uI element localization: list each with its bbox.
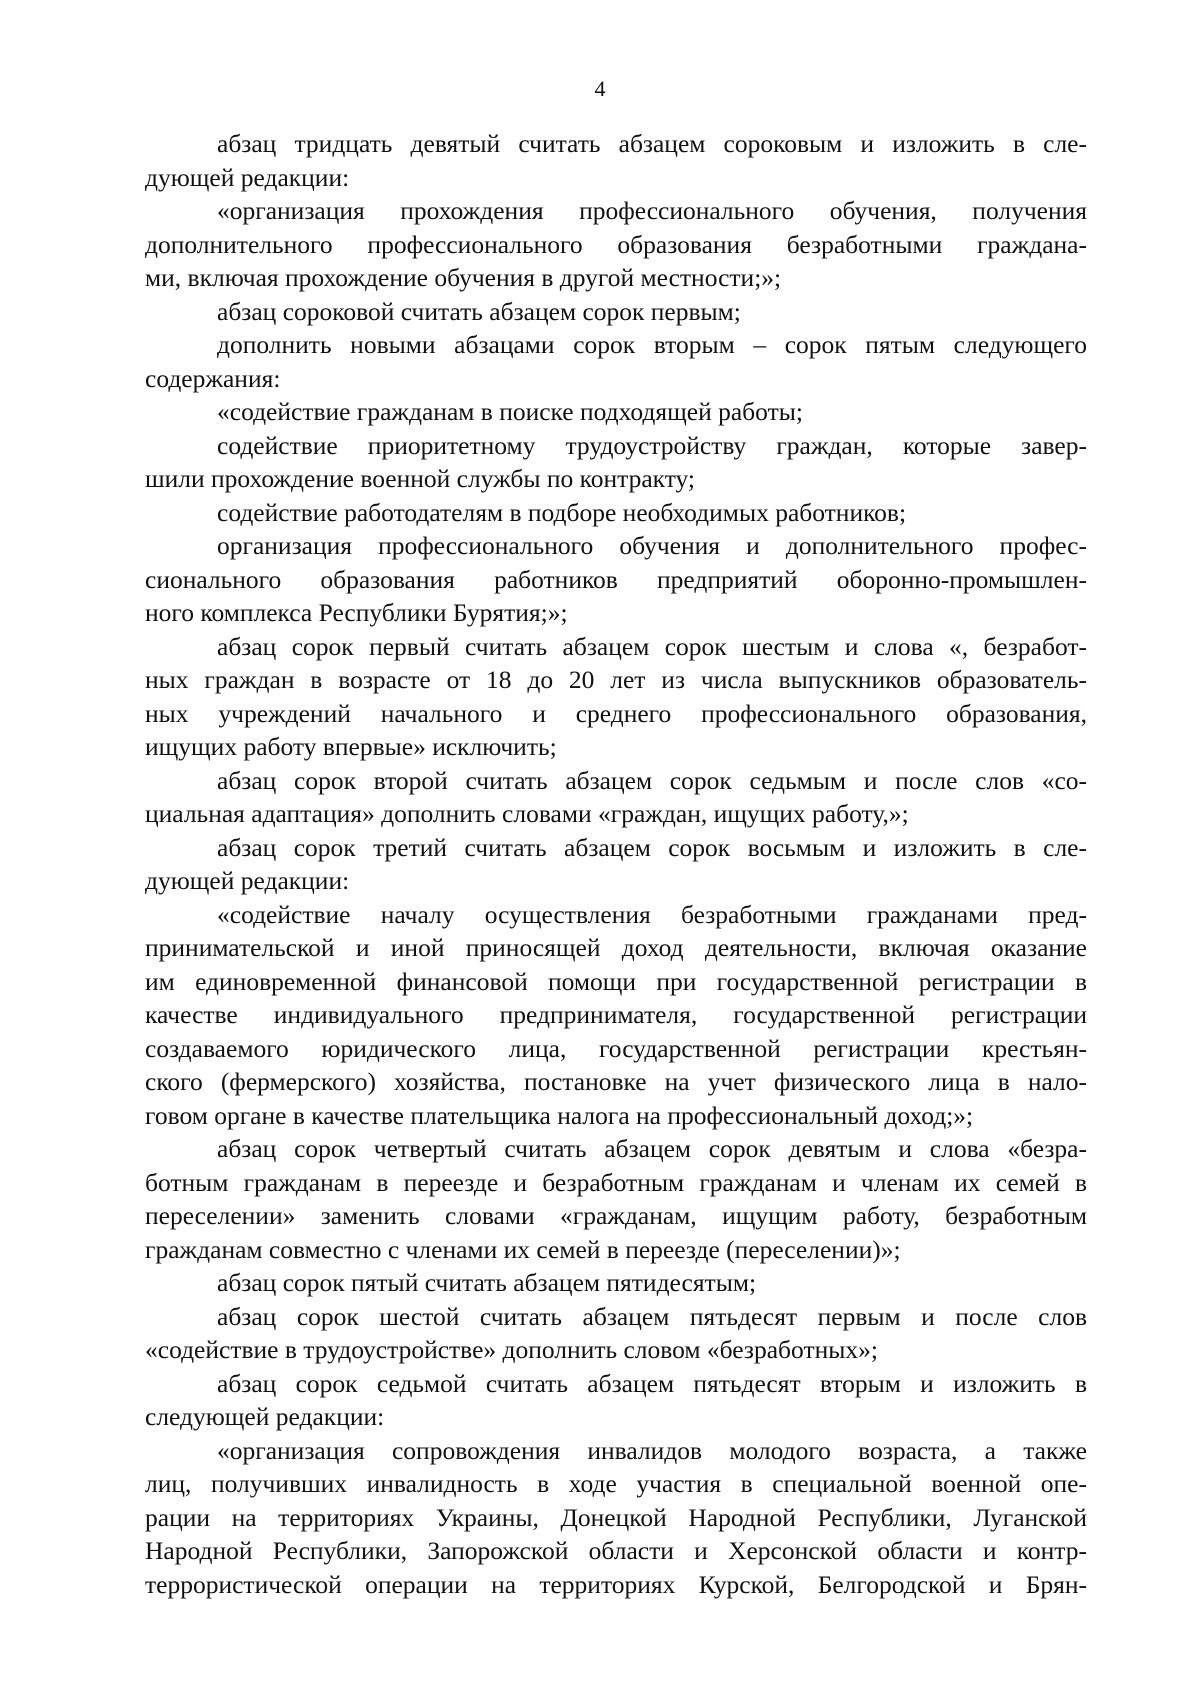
- text-line: Народной Республики, Запорожской области и Херсонской области и контр-: [145, 1536, 1087, 1565]
- text-line: «содействие началу осуществления безработными гражданами пред-: [217, 899, 1087, 929]
- text-line: им единовременной финансовой помощи при государственной регистрации в: [145, 966, 1087, 996]
- text-line: ботным гражданам в переезде и безработным гражданам и членам их семей в: [145, 1167, 1087, 1197]
- text-line: абзац сорок четвертый считать абзацем сорок девятым и слова «безра-: [217, 1134, 1087, 1163]
- text-line: лиц, получивших инвалидность в ходе участия в специальной военной опе-: [145, 1469, 1087, 1498]
- text-line: абзац сорок второй считать абзацем сорок седьмым и после слов «со-: [217, 765, 1087, 795]
- document-body: [145, 127, 1087, 1601]
- text-line: ми, включая прохождение обучения в другой местности;»;: [145, 263, 782, 292]
- text-line: абзац сорок третий считать абзацем сорок восьмым и изложить в сле-: [217, 832, 1087, 862]
- text-line: абзац сорок пятый считать абзацем пятидесятым;: [217, 1268, 757, 1297]
- text-line: циальная адаптация» дополнить словами «граждан, ищущих работу,»;: [145, 799, 909, 828]
- text-line: переселении» заменить словами «гражданам, ищущим работу, безработным: [145, 1201, 1087, 1230]
- text-line: абзац сороковой считать абзацем сорок первым;: [217, 296, 741, 326]
- text-line: ского (фермерского) хозяйства, постановке на учет физического лица в нало-: [145, 1067, 1087, 1096]
- text-line: следующей редакции:: [145, 1402, 385, 1431]
- text-line: абзац сорок шестой считать абзацем пятьдесят первым и после слов: [217, 1301, 1087, 1331]
- text-line: гражданам совместно с членами их семей в переезде (переселении)»;: [145, 1234, 901, 1264]
- text-line: содержания:: [145, 363, 281, 393]
- text-line: дующей редакции:: [145, 866, 350, 895]
- text-line: дополнить новыми абзацами сорок вторым – сорок пятым следующего: [217, 330, 1087, 359]
- text-line: содействие приоритетному трудоустройству граждан, которые завер-: [217, 430, 1087, 460]
- text-line: абзац тридцать девятый считать абзацем сороковым и изложить в сле-: [217, 129, 1087, 158]
- text-line: ищущих работу впервые» исключить;: [145, 732, 557, 761]
- text-line: «содействие в трудоустройстве» дополнить словом «безработных»;: [145, 1335, 878, 1364]
- text-line: «организация прохождения профессионального обучения, получения: [217, 196, 1087, 225]
- text-line: ных граждан в возрасте от 18 до 20 лет из числа выпускников образователь-: [145, 665, 1087, 694]
- page-number: 4: [594, 76, 606, 101]
- text-line: дополнительного профессионального образования безработными граждана-: [145, 229, 1087, 259]
- text-line: абзац сорок первый считать абзацем сорок шестым и слова «, безработ-: [217, 631, 1087, 661]
- text-line: сионального образования работников предприятий оборонно-промышлен-: [145, 564, 1087, 594]
- text-line: содействие работодателям в подборе необходимых работников;: [217, 497, 907, 527]
- text-line: говом органе в качестве плательщика налога на профессиональный доход;»;: [145, 1100, 974, 1130]
- text-line: организация профессионального обучения и дополнительного профес-: [217, 531, 1087, 560]
- text-line: шили прохождение военной службы по контракту;: [145, 464, 696, 493]
- text-line: абзац сорок седьмой считать абзацем пятьдесят вторым и изложить в: [217, 1368, 1087, 1398]
- text-line: ных учреждений начального и среднего профессионального образования,: [145, 698, 1087, 728]
- text-line: рации на территориях Украины, Донецкой Народной Республики, Луганской: [145, 1502, 1087, 1532]
- text-line: «содействие гражданам в поиске подходящей работы;: [217, 397, 803, 426]
- text-line: создаваемого юридического лица, государственной регистрации крестьян-: [145, 1033, 1087, 1063]
- text-line: дующей редакции:: [145, 162, 350, 192]
- text-line: качестве индивидуального предпринимателя, государственной регистрации: [145, 1000, 1087, 1029]
- text-line: ного комплекса Республики Бурятия;»;: [145, 598, 568, 627]
- text-line: принимательской и иной приносящей доход деятельности, включая оказание: [145, 933, 1087, 962]
- text-line: «организация сопровождения инвалидов молодого возраста, а также: [217, 1435, 1087, 1465]
- text-line: террористической операции на территориях Курской, Белгородской и Брян-: [145, 1569, 1087, 1599]
